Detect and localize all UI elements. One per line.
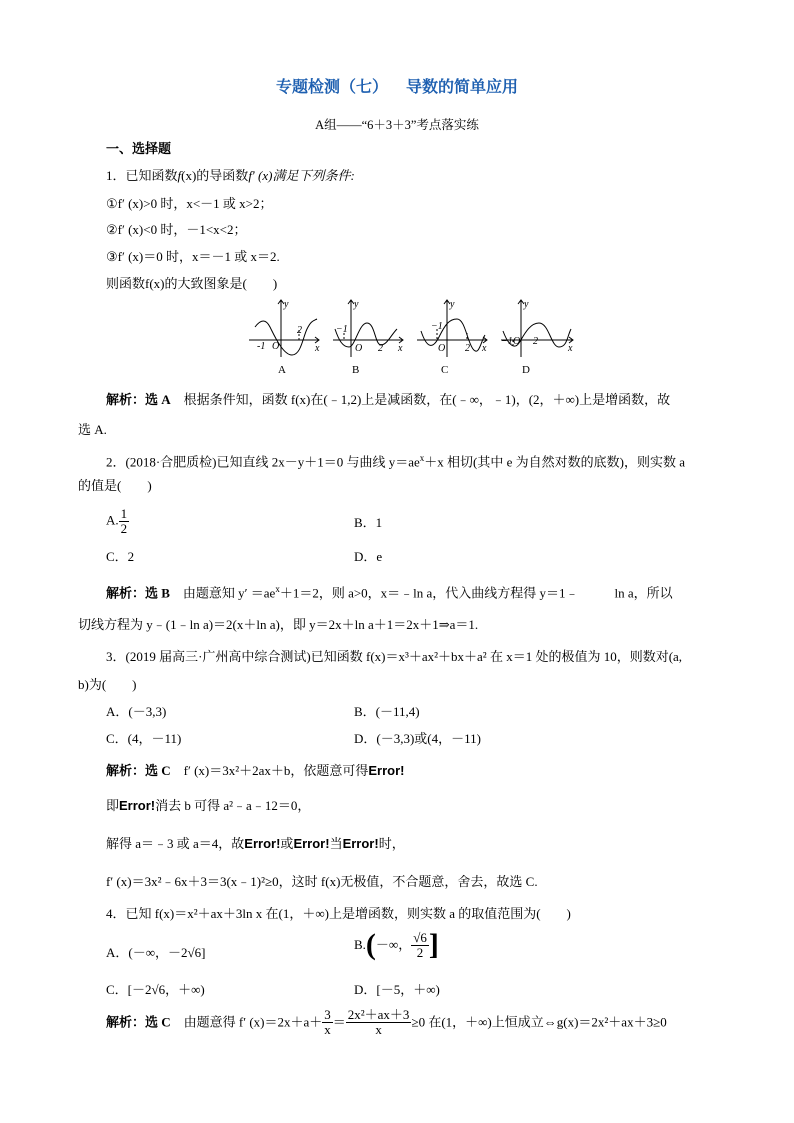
q1-ask: 则函数f(x)的大致图象是( ) — [106, 276, 278, 291]
q3-stem: 3．(2019 届高三·广州高中综合测试)已知函数 f(x)＝x³＋ax²＋bx＋a² 在 x＝1 处的极值为 10，则数对(a, — [106, 649, 683, 664]
graph-label-a: A — [278, 364, 286, 375]
q4-option-b: B.(－∞， $\frac{√6}{2}$ ] — [354, 928, 439, 961]
axis-y-label: y — [284, 299, 289, 310]
q3-option-b: B．(－11,4) — [354, 704, 420, 719]
tick-neg1: −1 — [501, 336, 513, 347]
tick-origin: O — [438, 343, 446, 354]
graph-label-b: B — [352, 364, 360, 375]
q3-answer: 解析：选 C f′ (x)＝3x²＋2ax＋b，依题意可得Error! — [106, 763, 405, 778]
axis-y-label: y — [354, 299, 359, 310]
q3-option-a: A．(－3,3) — [106, 704, 167, 719]
q1-answer: 解析：选 A 根据条件知，函数 f(x)在(﹣1,2)上是减函数，在(﹣∞，﹣1)，(2，＋∞)上是增函数，故 — [106, 392, 671, 407]
tick-origin: O — [355, 343, 363, 354]
page-title: 专题检测（七） 导数的简单应用 — [275, 77, 519, 96]
axis-x-label: x — [315, 343, 320, 354]
graph-d — [501, 300, 573, 357]
q3-answer-3: 解得 a＝﹣3 或 a＝4，故Error!或Error!当Error!时， — [106, 836, 405, 851]
q1-answer-cont: 选 A. — [78, 422, 107, 437]
tick-2: 2 — [465, 343, 470, 354]
tick-neg1: −1 — [431, 321, 443, 332]
axis-x-label: x — [568, 343, 573, 354]
q3-option-d: D．(－3,3)或(4，－11) — [354, 731, 481, 746]
tick-neg1: −1 — [336, 324, 348, 335]
q3-stem-cont: b)为( ) — [78, 677, 137, 692]
q4-option-d: D．[－5，＋∞) — [354, 982, 440, 997]
graph-label-d: D — [522, 364, 530, 375]
q2-option-b: B．1 — [354, 515, 383, 530]
tick-origin: O — [272, 341, 280, 352]
q3-answer-2: 即Error!消去 b 可得 a²﹣a﹣12＝0， — [106, 798, 311, 813]
q2-option-d: D．e — [354, 549, 383, 564]
q2-stem-cont: 的值是( ) — [78, 478, 152, 493]
q4-option-a: A．(－∞，－2√6] — [106, 945, 206, 960]
subtitle: A组——“6＋3＋3”考点落实练 — [315, 118, 479, 132]
q3-option-c: C．(4，－11) — [106, 731, 182, 746]
q2-answer: 解析：选 B 由题意知 $y' =ae^x+1=2$，则 a>0，x＝﹣ln a，代入曲线方程得 y＝1﹣ ln a，所以 — [106, 584, 673, 601]
q3-answer-4: f′ (x)＝3x²﹣6x＋3＝3(x﹣1)²≥0，这时 f(x)无极值，不合题意，舍去，故选 C. — [106, 874, 538, 889]
q4-answer: 解析：选 C 由题意得 f′ (x)＝2x＋a＋ $\frac{3}{x}$ ＝ $\frac{\text{2x²＋ax＋3}}{x}$ ≥0 在(1，＋∞)上恒成立⇔g(x)＝2x²＋ax＋3≥0 — [106, 1007, 667, 1037]
axis-x-label: x — [398, 343, 403, 354]
q1-cond1: ①f′ (x)>0 时，x<－1 或 x>2； — [106, 196, 273, 211]
q4-option-c: C．[－2√6，＋∞) — [106, 982, 205, 997]
section-heading: 一、选择题 — [106, 141, 172, 156]
axis-y-label: y — [450, 299, 455, 310]
q1-cond3: ③f′ (x)＝0 时，x＝－1 或 x＝2. — [106, 249, 280, 264]
tick-origin: O — [513, 336, 521, 347]
q4-stem: 4．已知 f(x)＝x²＋ax＋3ln x 在(1，＋∞)上是增函数，则实数 a 的取值范围为( ) — [106, 906, 571, 921]
tick-2: 2 — [378, 343, 383, 354]
axis-y-label: y — [524, 299, 529, 310]
q2-option-c: C．2 — [106, 549, 135, 564]
graph-label-c: C — [441, 364, 449, 375]
q2-option-a: A. $\frac{1}{2}$ — [106, 506, 128, 536]
q1-cond2: ②f′ (x)<0 时，－1<x<2； — [106, 222, 247, 237]
q1-graphs — [245, 297, 585, 375]
q2-answer-cont: 切线方程为 y﹣(1﹣ln a)＝2(x＋ln a)，即 y＝2x＋ln a＋1＝2x＋1⇒a＝1. — [78, 617, 479, 632]
tick-2: 2 — [533, 336, 538, 347]
tick-neg1: -1 — [257, 341, 266, 352]
axis-x-label: x — [482, 343, 487, 354]
q1-stem: 1．已知函数f(x)的导函数f′ (x)满足下列条件: — [106, 168, 355, 183]
q2-stem: 2．(2018·合肥质检)已知直线 2x－y＋1＝0 与曲线 $y=ae^x+x$ 相切(其中 e 为自然对数的底数)，则实数 a — [106, 453, 685, 470]
tick-2: 2 — [297, 325, 302, 336]
